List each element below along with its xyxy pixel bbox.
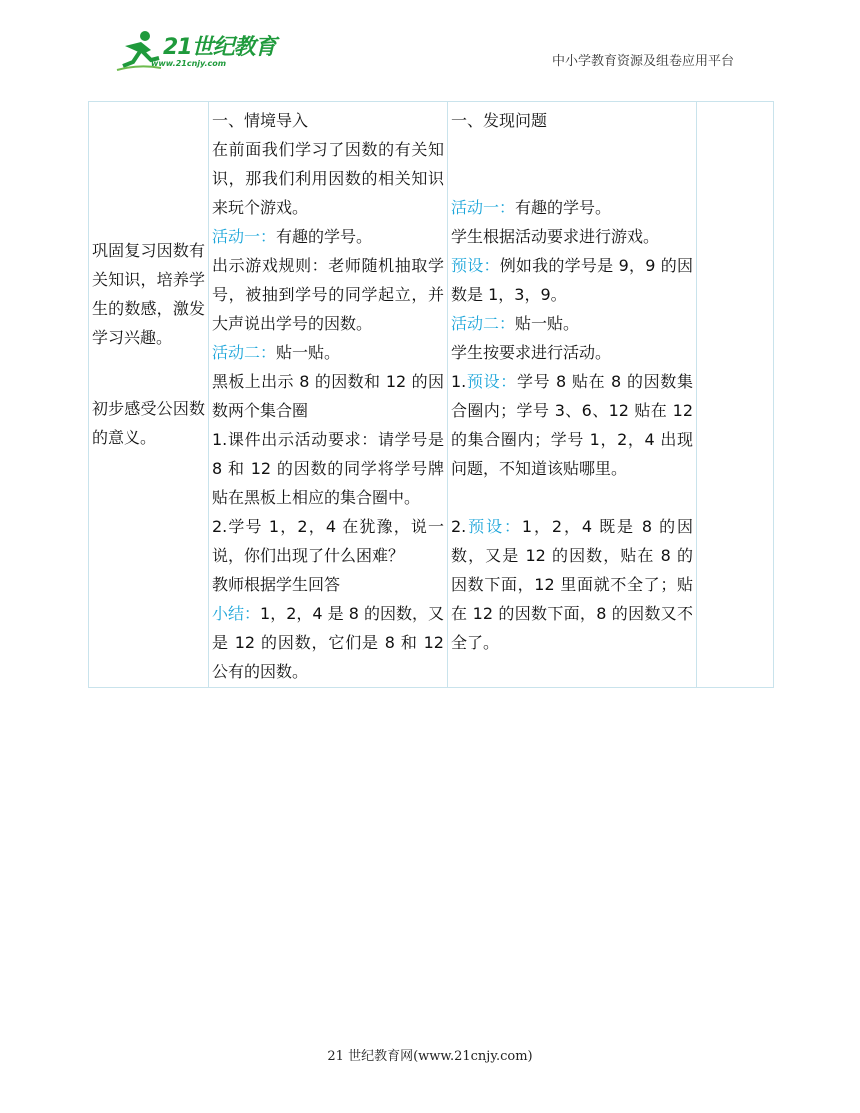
preset-line [451, 367, 693, 483]
student-activity-cell [448, 102, 697, 688]
preset-label: 预设： [451, 256, 500, 275]
activity-text: 有趣的学号。 [515, 198, 612, 217]
preset-label: 预设： [466, 372, 517, 391]
activity-line [212, 222, 444, 251]
paragraph: 在前面我们学习了因数的有关知识，那我们利用因数的相关知识来玩个游戏。 [212, 140, 444, 217]
activity-label: 活动二： [212, 343, 277, 362]
paragraph: 黑板上出示 8 的因数和 12 的因数两个集合圈 [212, 372, 444, 420]
paragraph: 1.课件出示活动要求：请学号是 8 和 12 的因数的同学将学号牌贴在黑板上相应的集合圈中。 [212, 430, 444, 507]
goal-text: 巩固复习因数有关知识，培养学生的数感，激发学习兴趣。 [92, 241, 205, 347]
preset-number: 2. [451, 517, 467, 536]
summary-text: 1，2，4 是 8 的因数，又是 12 的因数，它们是 8 和 12 公有的因数。 [212, 604, 444, 681]
page-header [0, 0, 860, 90]
activity-text: 贴一贴。 [515, 314, 580, 333]
activity-label: 活动一： [212, 227, 277, 246]
goal-text: 初步感受公因数的意义。 [92, 399, 205, 447]
preset-text: 学号 8 贴在 8 的因数集合圈内；学号 3、6、12 贴在 12 的集合圈内；学号 1，2，4 出现问题，不知道该贴哪里。 [451, 372, 693, 478]
activity-text: 有趣的学号。 [276, 227, 373, 246]
preset-number: 1. [451, 372, 467, 391]
preset-line [451, 512, 693, 657]
lesson-table [88, 101, 774, 688]
paragraph: 教师根据学生回答 [212, 575, 341, 594]
summary-label: 小结： [212, 604, 261, 623]
preset-text: 1，2，4 既是 8 的因数，又是 12 的因数，贴在 8 的因数下面，12 里面就不全了；贴在 12 的因数下面，8 的因数又不全了。 [451, 517, 693, 652]
preset-line [451, 251, 693, 309]
activity-label: 活动二： [451, 314, 516, 333]
logo-url: www.21cnjy.com [151, 59, 227, 68]
paragraph: 2.学号 1，2，4 在犹豫，说一说，你们出现了什么困难？ [212, 517, 444, 565]
table-row [89, 102, 774, 688]
section-heading: 一、发现问题 [451, 111, 548, 130]
activity-line [212, 338, 444, 367]
preset-label: 预设： [466, 517, 522, 536]
logo-text: 21世纪教育 [163, 35, 276, 60]
preset-text: 例如我的学号是 9，9 的因数是 1，3，9。 [451, 256, 693, 304]
activity-text: 贴一贴。 [276, 343, 341, 362]
platform-title: 中小学教育资源及组卷应用平台 [551, 54, 734, 69]
paragraph: 学生按要求进行活动。 [451, 343, 612, 362]
section-heading: 一、情境导入 [212, 111, 309, 130]
page-footer: 21 世纪教育网(www.21cnjy.com) [327, 1049, 533, 1064]
logo [115, 28, 285, 74]
activity-line [451, 193, 693, 222]
paragraph: 出示游戏规则：老师随机抽取学号，被抽到学号的同学起立，并大声说出学号的因数。 [212, 256, 444, 333]
summary-line [212, 599, 444, 686]
activity-line [451, 309, 693, 338]
goal-cell [89, 102, 209, 688]
teacher-activity-cell [209, 102, 448, 688]
paragraph: 学生根据活动要求进行游戏。 [451, 227, 660, 246]
notes-cell [697, 102, 774, 688]
activity-label: 活动一： [451, 198, 516, 217]
